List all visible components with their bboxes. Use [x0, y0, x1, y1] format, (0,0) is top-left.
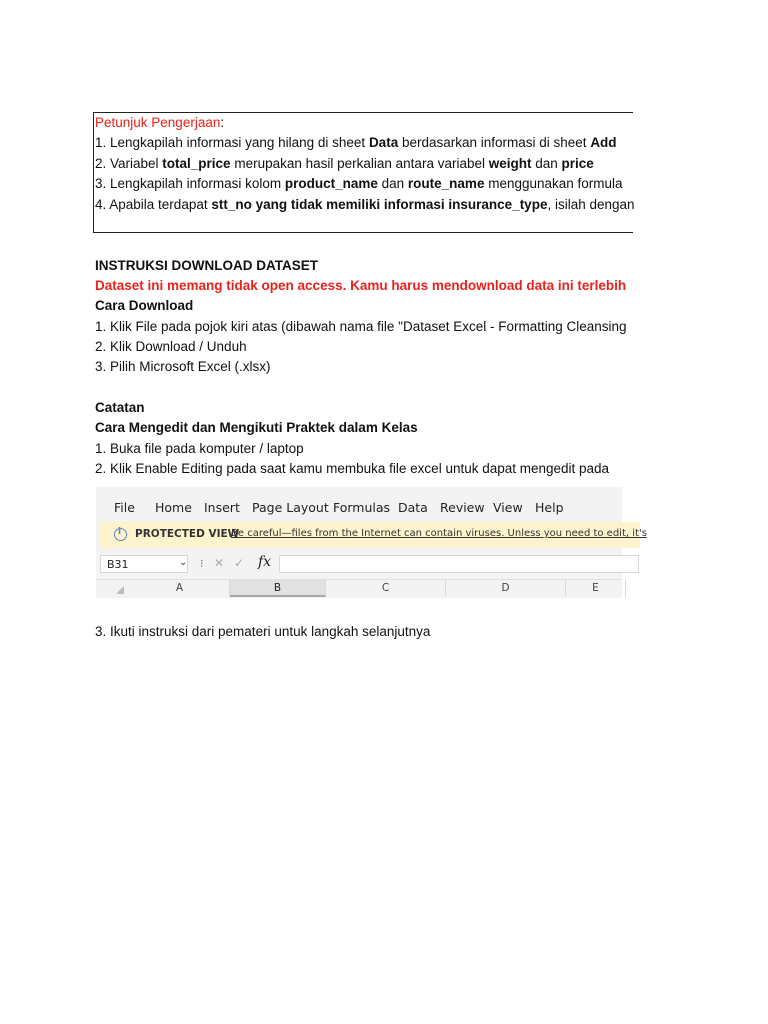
- item2-bold-price: price: [561, 156, 594, 171]
- menu-insert: Insert: [204, 500, 240, 515]
- function-label: fx: [258, 554, 272, 570]
- info-icon: [114, 528, 127, 541]
- item2-bold-total-price: total_price: [162, 156, 231, 171]
- protected-view-message: Be careful—files from the Internet can contain viruses. Unless you need to edit, it's: [231, 528, 647, 539]
- item4-text: 4. Apabila terdapat: [95, 197, 212, 212]
- menu-review: Review: [440, 500, 485, 515]
- notes-step-1: 1. Buka file pada komputer / laptop: [95, 441, 304, 456]
- notes-step-2: 2. Klik Enable Editing pada saat kamu membuka file excel untuk dapat mengedit pada: [95, 461, 610, 476]
- select-all-corner: [96, 580, 130, 597]
- notes-heading: [95, 399, 145, 417]
- item1-bold-data: Data: [368, 135, 399, 150]
- item3-bold-route-name: route_name: [407, 176, 485, 191]
- column-header-c: C: [326, 580, 446, 597]
- download-step-3: 3. Pilih Microsoft Excel (.xlsx): [95, 359, 271, 374]
- instructions-heading-colon: :: [220, 115, 225, 130]
- menu-page-layout: Page Layout: [252, 500, 329, 515]
- protected-view-title: PROTECTED VIEW: [135, 528, 240, 540]
- instruction-item-2: [95, 155, 594, 173]
- menu-file: File: [114, 500, 135, 515]
- instructions-heading: Petunjuk Pengerjaan: [95, 115, 221, 130]
- download-subheading: [95, 297, 193, 315]
- item1-text: 1. Lengkapilah informasi yang hilang di sheet: [95, 135, 369, 150]
- name-box: [100, 555, 188, 573]
- menu-home: Home: [155, 500, 192, 515]
- item2-bold-weight: weight: [488, 156, 532, 171]
- download-warning-text: Dataset ini memang tidak open access. Kamu harus mendownload data ini terlebih: [95, 278, 627, 293]
- notes-subheading: [95, 419, 418, 437]
- notes-subheading-text: Cara Mengedit dan Mengikuti Praktek dalam Kelas: [95, 420, 418, 435]
- menu-data: Data: [398, 500, 428, 515]
- item1-mid: berdasarkan informasi di sheet: [398, 135, 591, 150]
- column-header-d: D: [446, 580, 566, 597]
- item3-suffix: menggunakan formula: [484, 176, 623, 191]
- name-box-value: B31: [107, 558, 129, 571]
- item2-text: 2. Variabel: [95, 156, 163, 171]
- column-headers: [96, 579, 622, 598]
- item3-mid: dan: [377, 176, 408, 191]
- download-warning: [95, 277, 626, 295]
- item4-suffix: , isilah dengan: [547, 197, 635, 212]
- excel-menubar: [96, 487, 622, 527]
- download-heading: [95, 257, 318, 275]
- item1-bold-sheet: Add: [590, 135, 617, 150]
- download-step-2: 2. Klik Download / Unduh: [95, 339, 247, 354]
- column-header-a: A: [130, 580, 230, 597]
- notes-heading-text: Catatan: [95, 400, 145, 415]
- column-header-e: E: [566, 580, 626, 597]
- notes-step-3: 3. Ikuti instruksi dari pemateri untuk langkah selanjutnya: [95, 624, 431, 639]
- protected-view-bar: [100, 522, 647, 548]
- download-step-1: 1. Klik File pada pojok kiri atas (dibawah nama file "Dataset Excel - Formatting Cleansing: [95, 319, 627, 334]
- menu-formulas: Formulas: [333, 500, 391, 515]
- chevron-down-icon: ⌄: [179, 557, 188, 568]
- column-header-b: B: [230, 580, 326, 597]
- download-subheading-text: Cara Download: [95, 298, 194, 313]
- instruction-item-3: [95, 175, 623, 193]
- excel-screenshot-image: [96, 487, 647, 597]
- item3-bold-product-name: product_name: [284, 176, 378, 191]
- check-icon: ✓: [234, 556, 245, 570]
- instructions-heading-line: [95, 114, 224, 132]
- menu-view: View: [493, 500, 523, 515]
- instruction-item-4: [95, 196, 635, 214]
- menu-help: Help: [535, 500, 564, 515]
- item4-bold-stt-no: stt_no yang tidak memiliki informasi insurance_type: [211, 197, 548, 212]
- download-heading-text: INSTRUKSI DOWNLOAD DATASET: [95, 258, 318, 273]
- instruction-item-1: [95, 134, 617, 152]
- item2-mid1: merupakan hasil perkalian antara variabel: [230, 156, 489, 171]
- cancel-icon: ✕: [214, 556, 225, 570]
- more-options-icon: ⁝: [200, 557, 204, 570]
- item2-mid2: dan: [531, 156, 562, 171]
- formula-bar: [96, 553, 622, 575]
- item3-text: 3. Lengkapilah informasi kolom: [95, 176, 285, 191]
- formula-input: [279, 555, 639, 573]
